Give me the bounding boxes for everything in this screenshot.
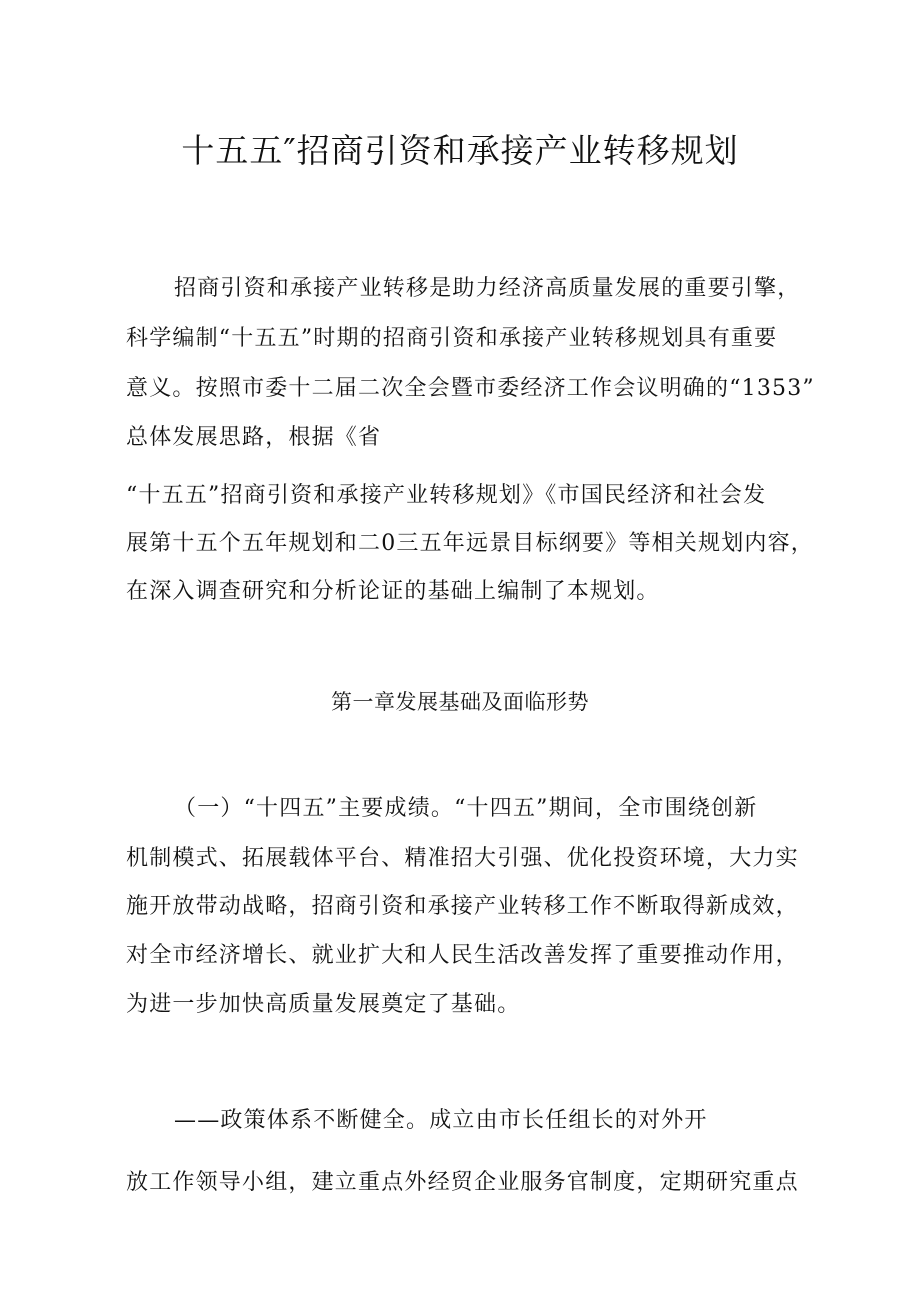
policy-line: ——政策体系不断健全。成立由市长任组长的对外开 <box>174 1108 708 1133</box>
intro-line: 招商引资和承接产业转移是助力经济高质量发展的重要引擎， <box>174 276 801 301</box>
section-line: 为进一步加快高质量发展奠定了基础。 <box>126 992 521 1017</box>
document-title: 十五五″招商引资和承接产业转移规划 <box>181 131 739 170</box>
section-line: 对全市经济增长、就业扩大和人民生活改善发挥了重要推动作用， <box>126 943 799 968</box>
intro-line: 意义。按照市委十二届二次全会暨市委经济工作会议明确的“1353” <box>126 376 815 401</box>
intro-line: 总体发展思路，根据《省 <box>126 425 382 450</box>
intro-line: 科学编制“十五五”时期的招商引资和承接产业转移规划具有重要 <box>126 326 778 351</box>
intro-line: “十五五”招商引资和承接产业转移规划》《市国民经济和社会发 <box>126 483 767 508</box>
intro-line: 在深入调查研究和分析论证的基础上编制了本规划。 <box>126 579 660 604</box>
section-line: （一）“十四五”主要成绩。“十四五”期间，全市围绕创新 <box>174 796 758 821</box>
policy-line: 放工作领导小组，建立重点外经贸企业服务官制度，定期研究重点 <box>126 1170 799 1195</box>
section-line: 机制模式、拓展载体平台、精准招大引强、优化投资环境，大力实 <box>126 846 799 871</box>
intro-line: 展第十五个五年规划和二0三五年远景目标纲要》等相关规划内容， <box>126 531 814 556</box>
chapter-heading: 第一章发展基础及面临形势 <box>331 690 589 714</box>
section-line: 施开放带动战略，招商引资和承接产业转移工作不断取得新成效， <box>126 894 799 919</box>
